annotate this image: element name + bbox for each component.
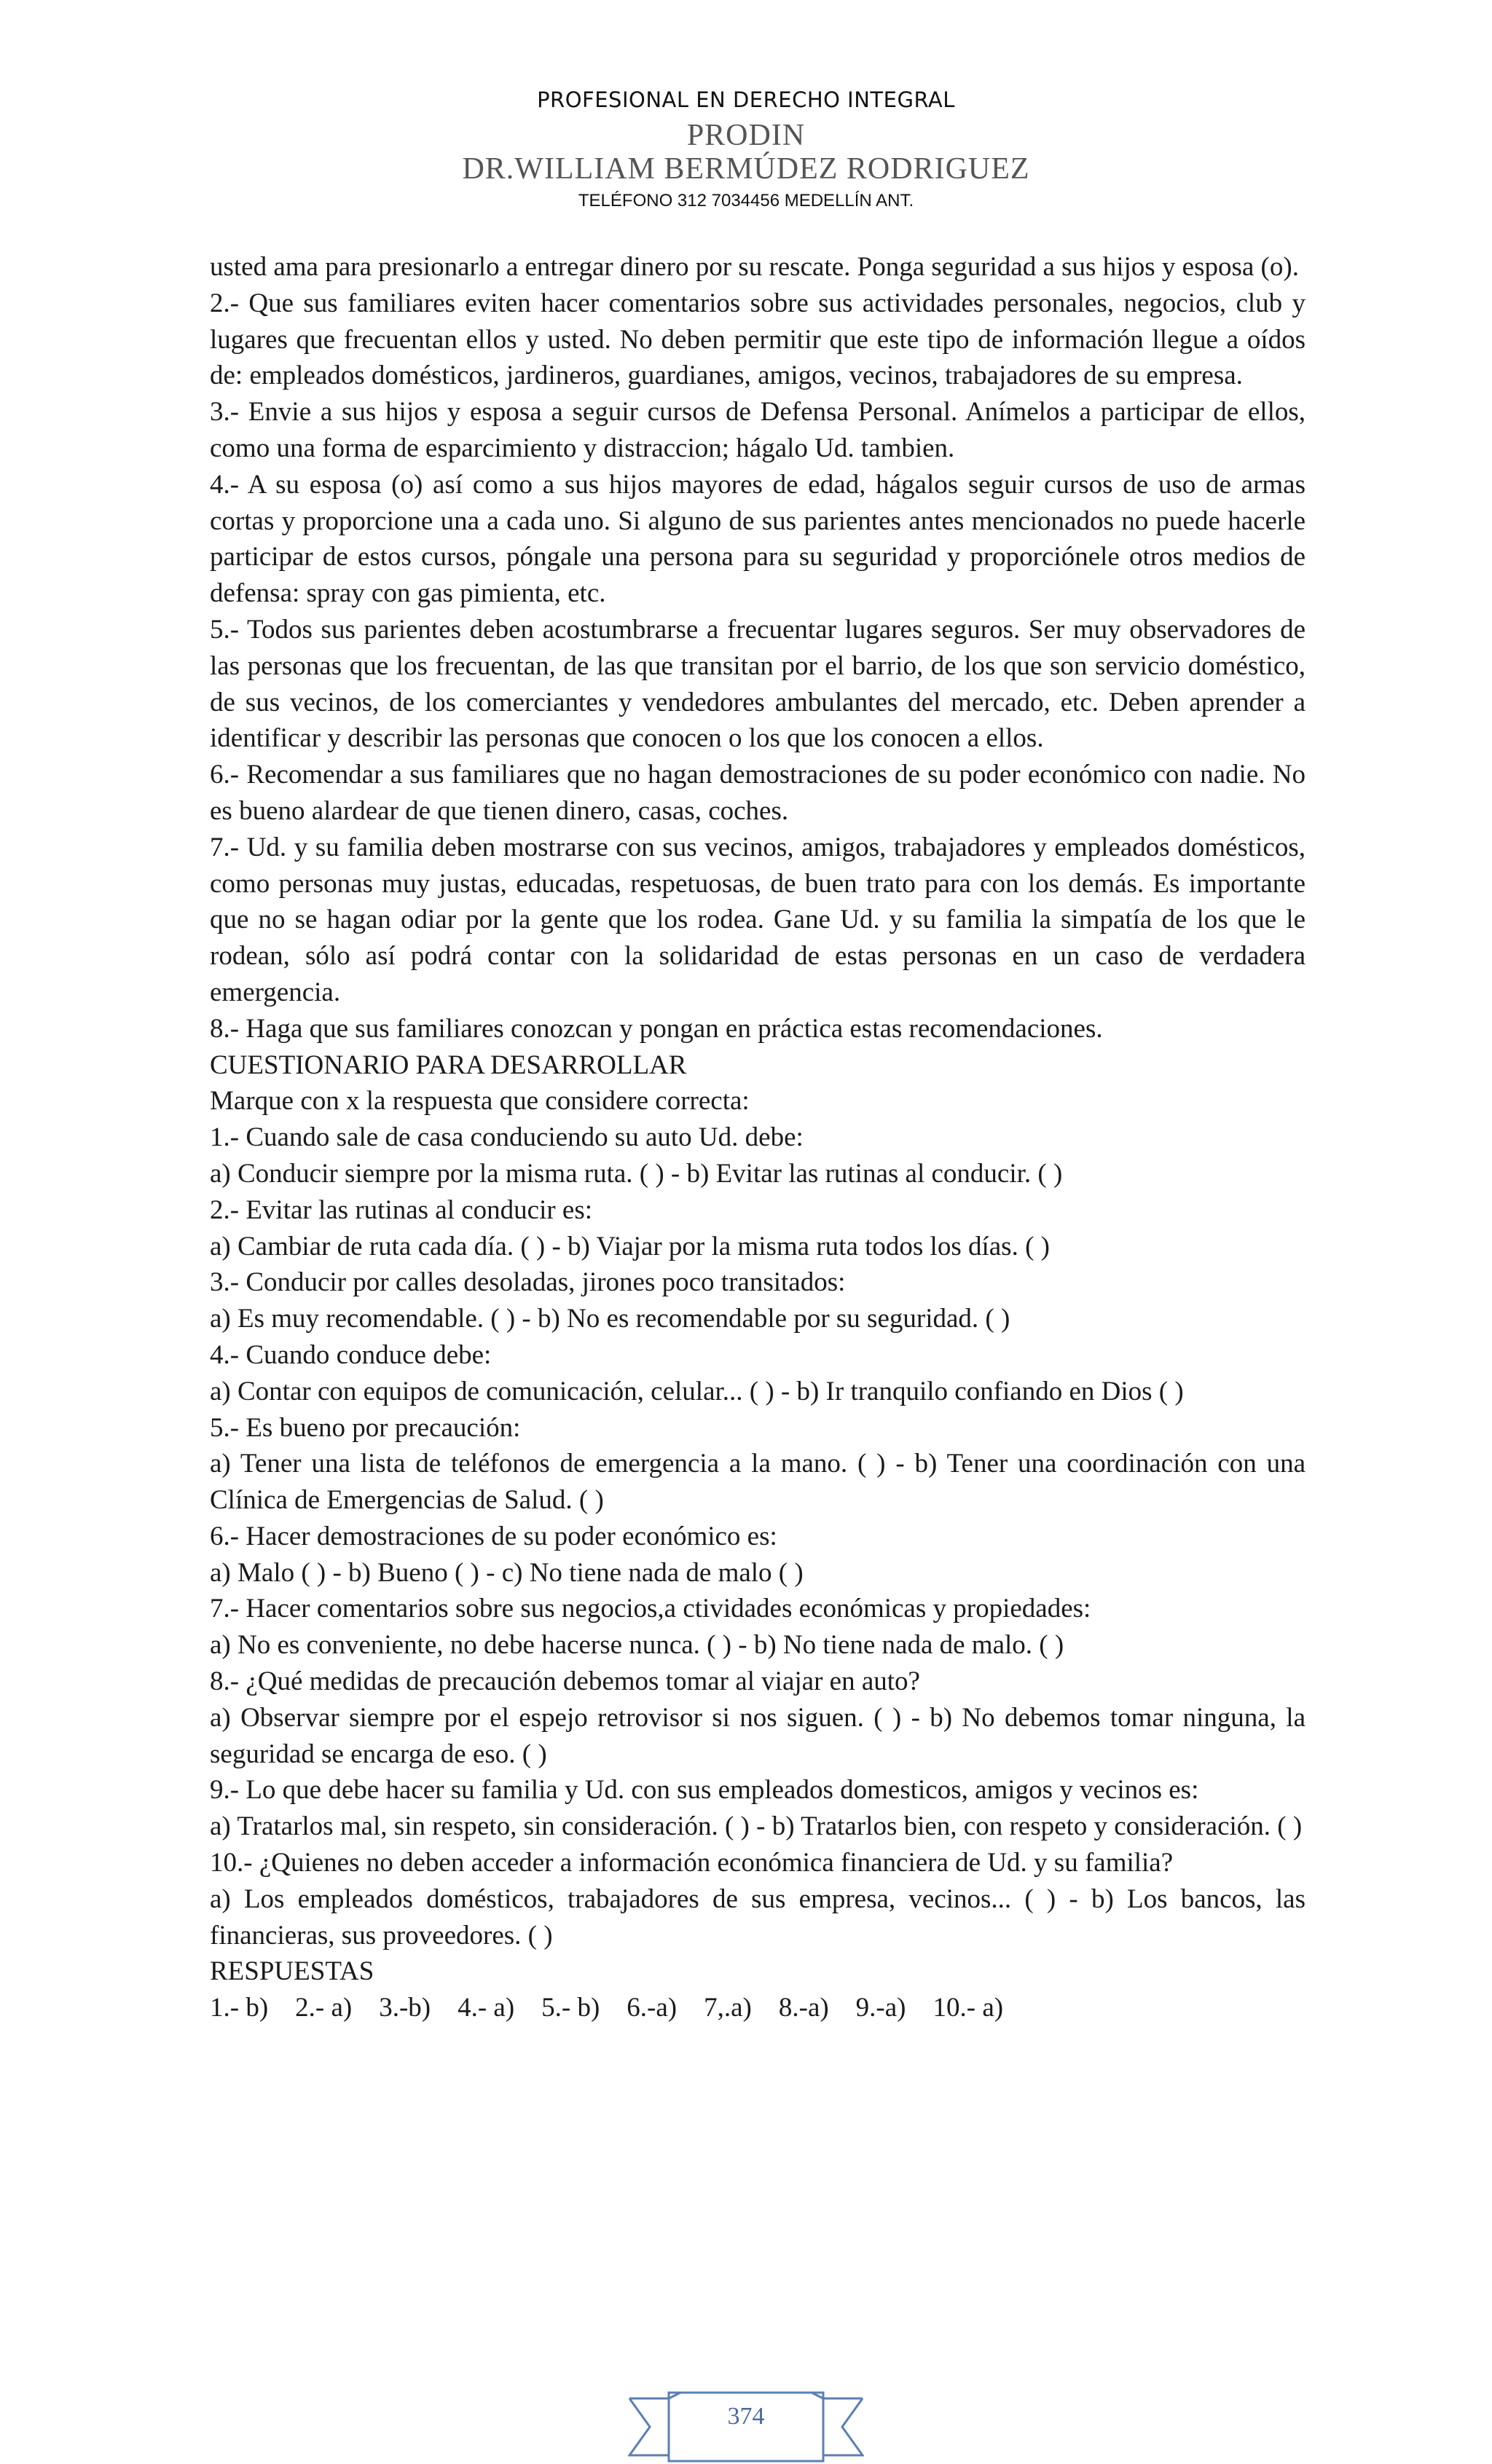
question-10: 10.- ¿Quienes no deben acceder a información económica financiera de Ud. y su familia? xyxy=(210,1848,1174,1878)
recommendation-7: 7.- Ud. y su familia deben mostrarse con sus vecinos, amigos, trabajadores y empleados domésticos, como personas muy justas, educadas, respetuosas, de buen trato para con los demás. Es importante que no se hagan odiar por la gente que los rodea. Gane Ud. y su familia la simpatía de los que le rodean, sólo así podrá contar con la solidaridad de estas personas en un caso de verdadera emergencia. xyxy=(210,832,1306,1007)
question-3: 3.- Conducir por calles desoladas, jirones poco transitados: xyxy=(210,1267,846,1298)
answer-options-4: a) Contar con equipos de comunicación, celular... ( ) - b) Ir tranquilo confiando en Dios ( ) xyxy=(210,1376,1184,1406)
question-2: 2.- Evitar las rutinas al conducir es: xyxy=(210,1194,593,1225)
header-phone: TELÉFONO 312 7034456 MEDELLÍN ANT. xyxy=(578,191,914,210)
question-9: 9.- Lo que debe hacer su familia y Ud. con sus empleados domesticos, amigos y vecinos es: xyxy=(210,1775,1199,1806)
question-7: 7.- Hacer comentarios sobre sus negocios,a ctividades económicas y propiedades: xyxy=(210,1594,1091,1624)
answer-options-5: a) Tener una lista de teléfonos de emergencia a la mano. ( ) - b) Tener una coordinación con una Clínica de Emergencias de Salud. ( ) xyxy=(210,1449,1306,1516)
question-8: 8.- ¿Qué medidas de precaución debemos tomar al viajar en auto? xyxy=(210,1666,920,1697)
recommendation-2: 2.- Que sus familiares eviten hacer comentarios sobre sus actividades personales, negocios, club y lugares que frecuentan ellos y usted. No deben permitir que este tipo de información llegue a oídos de: empleados domésticos, jardineros, guardianes, amigos, vecinos, trabajadores de su empresa. xyxy=(210,288,1306,391)
answer-options-6: a) Malo ( ) - b) Bueno ( ) - c) No tiene nada de malo ( ) xyxy=(210,1557,804,1588)
recommendation-3: 3.- Envie a sus hijos y esposa a seguir cursos de Defensa Personal. Anímelos a participar de ellos, como una forma de esparcimiento y distraccion; hágalo Ud. tambien. xyxy=(210,397,1306,463)
page-body xyxy=(210,249,1306,2026)
question-4: 4.- Cuando conduce debe: xyxy=(210,1339,492,1370)
recommendation-6: 6.- Recomendar a sus familiares que no hagan demostraciones de su poder económico con nadie. No es bueno alardear de que tienen dinero, casas, coches. xyxy=(210,760,1306,826)
recommendation-4: 4.- A su esposa (o) así como a sus hijos mayores de edad, hágalos seguir cursos de uso de armas cortas y proporcione una a cada uno. Si alguno de sus parientes antes mencionados no puede hacerle participar de estos cursos, póngale una persona para su seguridad y proporciónele otros medios de defensa: spray con gas pimienta, etc. xyxy=(210,469,1306,609)
answers-title: RESPUESTAS xyxy=(210,1956,374,1987)
question-1: 1.- Cuando sale de casa conduciendo su auto Ud. debe: xyxy=(210,1122,804,1153)
recommendation-5: 5.- Todos sus parientes deben acostumbrarse a frecuentar lugares seguros. Ser muy observadores de las personas que los frecuentan, de las que transitan por el barrio, de los que son servicio doméstico, de sus vecinos, de los comerciantes y vendedores ambulantes del mercado, etc. Deben aprender a identificar y describir las personas que conocen o los que los conocen a ellos. xyxy=(210,614,1306,754)
quiz-title: CUESTIONARIO PARA DESARROLLAR xyxy=(210,1050,687,1080)
question-5: 5.- Es bueno por precaución: xyxy=(210,1412,521,1443)
answer-options-8: a) Observar siempre por el espejo retrovisor si nos siguen. ( ) - b) No debemos tomar ninguna, la seguridad se encarga de eso. ( ) xyxy=(210,1702,1306,1769)
answer-options-3: a) Es muy recomendable. ( ) - b) No es recomendable por su seguridad. ( ) xyxy=(210,1304,1010,1334)
page-number: 374 xyxy=(727,2403,765,2430)
answer-options-7: a) No es conveniente, no debe hacerse nunca. ( ) - b) No tiene nada de malo. ( ) xyxy=(210,1630,1064,1661)
quiz-instruction: Marque con x la respuesta que considere correcta: xyxy=(210,1086,750,1117)
header-author: DR.WILLIAM BERMÚDEZ RODRIGUEZ xyxy=(462,152,1030,186)
answer-options-2: a) Cambiar de ruta cada día. ( ) - b) Viajar por la misma ruta todos los días. ( ) xyxy=(210,1231,1050,1261)
recommendation-8: 8.- Haga que sus familiares conozcan y pongan en práctica estas recomendaciones. xyxy=(210,1013,1103,1044)
answer-options-9: a) Tratarlos mal, sin respeto, sin consideración. ( ) - b) Tratarlos bien, con respeto y consideración. ( ) xyxy=(210,1811,1303,1842)
header-firm-line: PROFESIONAL EN DERECHO INTEGRAL xyxy=(537,87,955,112)
paragraph-continuation: usted ama para presionarlo a entregar dinero por su rescate. Ponga seguridad a sus hijos y esposa (o). xyxy=(210,252,1299,282)
answers-list: 1.- b) 2.- a) 3.-b) 4.- a) 5.- b) 6.-a) 7,.a) 8.-a) 9.-a) 10.- a) xyxy=(210,1993,1004,2023)
answer-options-10: a) Los empleados domésticos, trabajadores de sus empresa, vecinos... ( ) - b) Los bancos, las financieras, sus proveedores. ( ) xyxy=(210,1884,1306,1951)
answer-options-1: a) Conducir siempre por la misma ruta. ( ) - b) Evitar las rutinas al conducir. ( ) xyxy=(210,1158,1063,1189)
question-6: 6.- Hacer demostraciones de su poder económico es: xyxy=(210,1521,777,1551)
header-acronym: PRODIN xyxy=(686,119,806,152)
